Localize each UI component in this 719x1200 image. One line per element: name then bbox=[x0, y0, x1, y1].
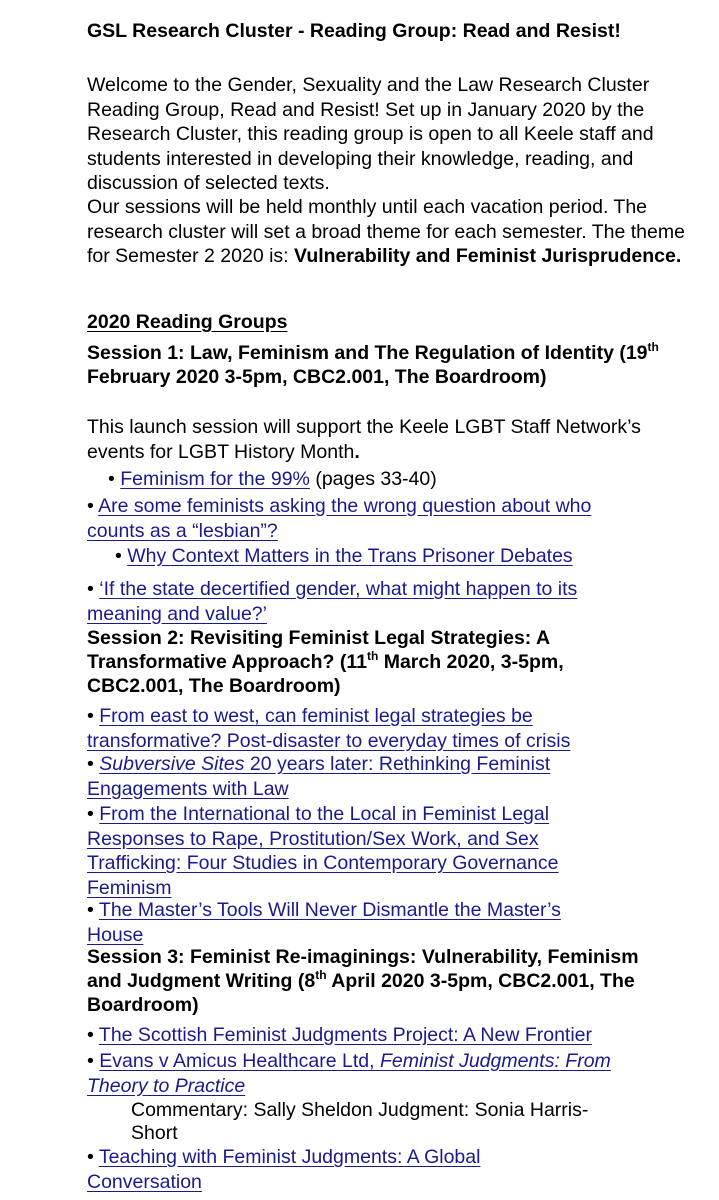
session-1-heading-date: February 2020 3-5pm, CBC2.001, The Boardroom) bbox=[87, 366, 547, 388]
bullet: • bbox=[87, 578, 94, 600]
reading-link-italic: Subversive Sites bbox=[99, 753, 245, 775]
session-1-description bbox=[87, 415, 647, 464]
section-heading: 2020 Reading Groups bbox=[87, 311, 288, 333]
bullet: • bbox=[87, 1050, 94, 1072]
reading-link[interactable]: Feminism for the 99% bbox=[120, 468, 310, 490]
session-2-heading-sup: th bbox=[366, 649, 379, 663]
schedule-text: Our sessions will be held monthly until each vacation period. The research cluster will set a broad theme for each semester. The theme for Semester 2 2020 is: bbox=[87, 196, 685, 267]
session-1-heading-sup: th bbox=[647, 340, 659, 354]
reading-link[interactable]: ‘If the state decertified gender, what might happen to its meaning and value?’ bbox=[87, 578, 578, 625]
bullet: • bbox=[87, 495, 94, 517]
bullet: • bbox=[87, 1146, 94, 1168]
reading-link-text: Evans v Amicus Healthcare Ltd, bbox=[99, 1050, 380, 1072]
session-2-heading-date: March 2020, 3-5pm, CBC2.001, The Boardroom) bbox=[87, 651, 564, 697]
session-1-heading bbox=[87, 341, 687, 389]
bullet: • bbox=[87, 1024, 94, 1046]
list-item bbox=[87, 898, 617, 947]
session-2-heading-text: Session 2: Revisiting Feminist Legal Strategies: A Transformative Approach? (11 bbox=[87, 627, 550, 673]
list-item bbox=[87, 577, 627, 626]
list-item bbox=[108, 467, 718, 492]
bullet: • bbox=[87, 803, 94, 825]
session-3-heading-text: Session 3: Feminist Re-imaginings: Vulnerability, Feminism and Judgment Writing (8 bbox=[87, 946, 639, 992]
reading-link[interactable]: Why Context Matters in the Trans Prisoner Debates bbox=[127, 545, 573, 567]
session-2-heading bbox=[87, 626, 647, 698]
reading-link[interactable] bbox=[87, 753, 550, 800]
pages-note: (pages 33-40) bbox=[309, 468, 437, 490]
session-1-description-text: This launch session will support the Keele LGBT Staff Network’s events for LGBT History Month bbox=[87, 416, 641, 463]
list-item bbox=[87, 704, 617, 753]
reading-link-italic: Feminist Judgments: From Theory to Practice bbox=[87, 1050, 611, 1097]
list-item bbox=[87, 802, 612, 900]
session-1-heading-text: Session 1: Law, Feminism and The Regulation of Identity (19 bbox=[87, 342, 648, 364]
reading-link[interactable]: From the International to the Local in Feminist Legal Responses to Rape, Prostitution/Sex Work, and Sex Trafficking: Four Studies in Contemporary Governance Feminism bbox=[87, 803, 559, 899]
session-3-heading-sup: th bbox=[315, 968, 327, 982]
commentary-note: Commentary: Sally Sheldon Judgment: Sonia Harris-Short bbox=[131, 1099, 589, 1144]
reading-link[interactable]: The Scottish Feminist Judgments Project: A New Frontier bbox=[98, 1024, 593, 1046]
semester-theme: Vulnerability and Feminist Jurisprudence. bbox=[294, 245, 682, 267]
reading-link[interactable] bbox=[87, 1050, 611, 1097]
list-item bbox=[87, 1145, 547, 1194]
bullet: • bbox=[115, 545, 122, 567]
reading-link[interactable]: Teaching with Feminist Judgments: A Global Conversation bbox=[87, 1146, 481, 1193]
reading-link[interactable]: The Master’s Tools Will Never Dismantle the Master’s House bbox=[87, 899, 561, 946]
bullet: • bbox=[87, 705, 94, 727]
intro-paragraph: Welcome to the Gender, Sexuality and the Law Research Cluster Reading Group, Read and Resist! Set up in January 2020 by the Research Cluster, this reading group is open to all Keele staff and students interested in developing their knowledge, reading, and discussion of selected texts. bbox=[87, 74, 654, 194]
session-1-description-end: . bbox=[354, 440, 360, 463]
reading-link[interactable]: From east to west, can feminist legal strategies be transformative? Post-disaster to everyday times of crisis bbox=[87, 705, 571, 752]
list-item bbox=[87, 752, 607, 801]
bullet: • bbox=[87, 899, 94, 921]
bullet: • bbox=[87, 753, 94, 775]
list-item bbox=[87, 1023, 697, 1048]
list-item bbox=[115, 544, 719, 569]
page-title: GSL Research Cluster - Reading Group: Read and Resist! bbox=[87, 20, 621, 42]
bullet: • bbox=[108, 468, 115, 490]
session-3-heading bbox=[87, 945, 642, 1017]
list-item bbox=[87, 494, 647, 543]
reading-link[interactable]: Are some feminists asking the wrong question about who counts as a “lesbian”? bbox=[87, 495, 592, 542]
list-item bbox=[87, 1049, 617, 1098]
schedule-paragraph bbox=[87, 195, 687, 269]
session-3-heading-date: April 2020 3-5pm, CBC2.001, The Boardroom) bbox=[87, 970, 635, 1016]
reading-link-text: 20 years later: Rethinking Feminist Engagements with Law bbox=[87, 753, 551, 800]
